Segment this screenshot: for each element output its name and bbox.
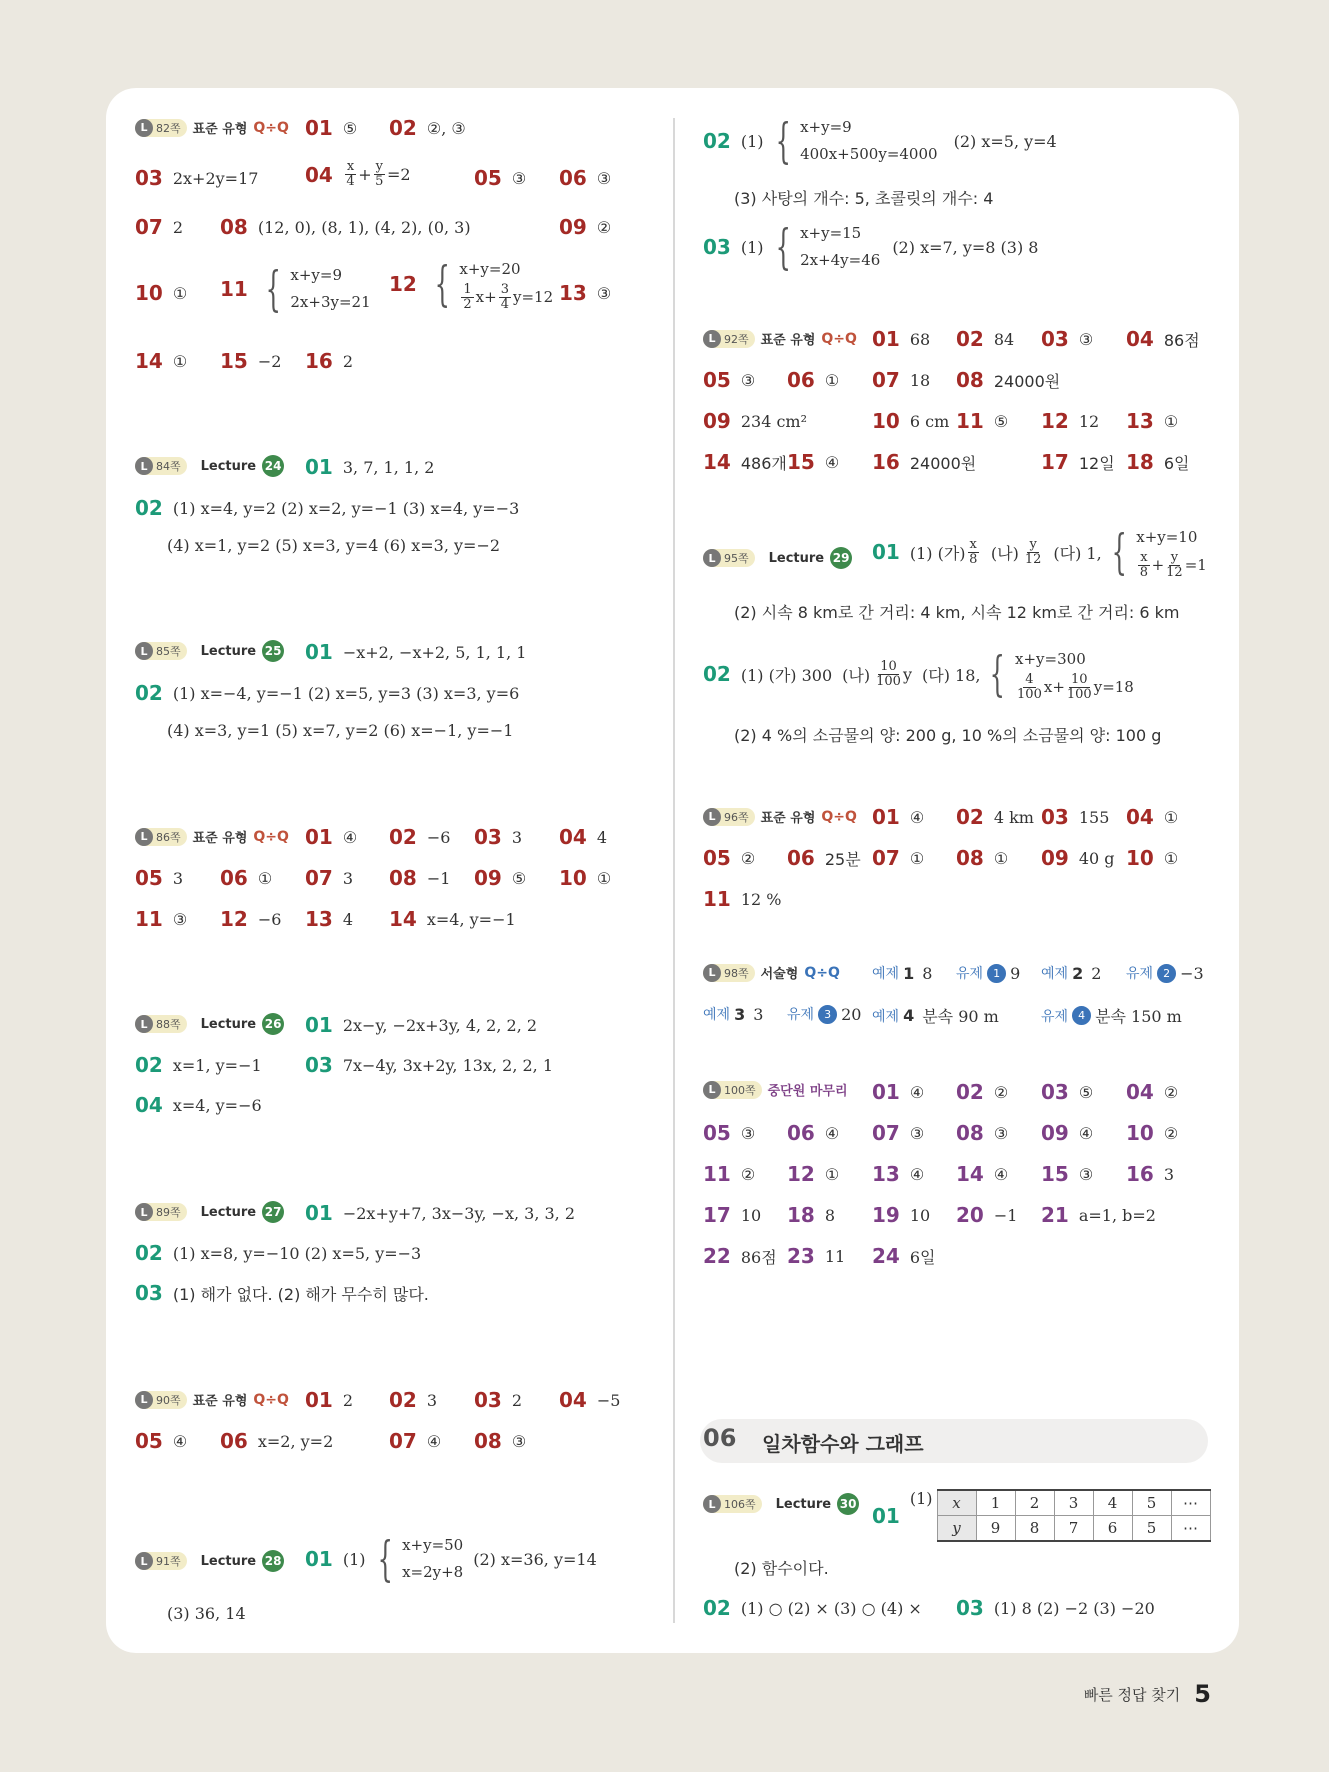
section-tag: L 82쪽 표준 유형 Q÷Q bbox=[135, 118, 289, 137]
section-tag: L 100쪽 중단원 마무리 bbox=[703, 1080, 848, 1099]
answer-continuation: (4) x=1, y=2 (5) x=3, y=4 (6) x=3, y=−2 bbox=[167, 536, 501, 555]
answer-item: 05 ③ bbox=[703, 1121, 756, 1145]
section-tag: L 96쪽 표준 유형 Q÷Q bbox=[703, 807, 857, 826]
answer-continuation: (3) 36, 14 bbox=[167, 1604, 246, 1623]
function-table bbox=[937, 1489, 1211, 1542]
answer-item: 03 2 bbox=[474, 1388, 523, 1412]
answer-item: 02 −6 bbox=[389, 825, 451, 849]
answer-item: 08 −1 bbox=[389, 866, 451, 890]
answer-item: 09 234 cm² bbox=[703, 409, 808, 433]
answer-item: 12 −6 bbox=[220, 907, 282, 931]
table-cell: 5 bbox=[1132, 1516, 1171, 1542]
answer-item: 01 ⑤ bbox=[305, 116, 358, 140]
answer-item: 11 ③ bbox=[135, 907, 188, 931]
table-cell: 8 bbox=[1015, 1516, 1054, 1542]
answer-item: 12 ① bbox=[787, 1162, 840, 1186]
answer-item: 13 ① bbox=[1126, 409, 1179, 433]
answer-item: 06 25분 bbox=[787, 846, 861, 870]
table-cell: 5 bbox=[1132, 1490, 1171, 1516]
answer-item: 01 3, 7, 1, 1, 2 bbox=[305, 455, 435, 479]
answer-item: 19 10 bbox=[872, 1203, 931, 1227]
answer-item: 18 8 bbox=[787, 1203, 836, 1227]
answer-item: 01 (1) (가) $\frac{x}{8}$ (나) $\frac{y}{12}$ (다) 1, { x+y=10 $\frac{x}{8}$ + $\frac{y}{12}$ =1 bbox=[872, 524, 1207, 580]
answer-item: 01 (1) x 1 2 3 4 5 ⋯ y 9 8 7 6 5 ⋯ bbox=[872, 1489, 1211, 1542]
table-cell: 1 bbox=[976, 1490, 1015, 1516]
section-tag: L 84쪽 Lecture 24 bbox=[135, 455, 284, 477]
answer-item: 01 −2x+y+7, 3x−3y, −x, 3, 3, 2 bbox=[305, 1201, 576, 1225]
footer-title: 빠른 정답 찾기 bbox=[1083, 1685, 1181, 1704]
answer-continuation: (2) 4 %의 소금물의 양: 200 g, 10 %의 소금물의 양: 100 g bbox=[734, 726, 1162, 745]
answer-item: 08 ③ bbox=[474, 1429, 527, 1453]
section-tag: L 91쪽 Lecture 28 bbox=[135, 1550, 284, 1572]
answer-item: 08 ① bbox=[956, 846, 1009, 870]
answer-item: 23 11 bbox=[787, 1244, 846, 1268]
answer-item: 05 ④ bbox=[135, 1429, 188, 1453]
answer-item: 06 ③ bbox=[559, 166, 612, 190]
answer-item: 01 −x+2, −x+2, 5, 1, 1, 1 bbox=[305, 640, 527, 664]
section-tag: L 98쪽 서술형 Q÷Q bbox=[703, 963, 840, 982]
page-number: 5 bbox=[1194, 1680, 1211, 1708]
answer-item: 10 ① bbox=[559, 866, 612, 890]
answer-item: 11 ⑤ bbox=[956, 409, 1009, 433]
answer-item: 11 12 % bbox=[703, 887, 782, 911]
answer-item: 04 ① bbox=[1126, 805, 1179, 829]
answer-item: 02 ②, ③ bbox=[389, 116, 466, 140]
table-cell: 4 bbox=[1093, 1490, 1132, 1516]
table-cell: x bbox=[937, 1490, 976, 1516]
answer-item: 02 (1) x=4, y=2 (2) x=2, y=−1 (3) x=4, y=−3 bbox=[135, 496, 520, 520]
answer-item: 09 40 g bbox=[1041, 846, 1115, 870]
answer-item: 13 ③ bbox=[559, 281, 612, 305]
answer-item: 06 ④ bbox=[787, 1121, 840, 1145]
answer-continuation: (3) 사탕의 개수: 5, 초콜릿의 개수: 4 bbox=[734, 189, 994, 208]
example-answer: 예제 1 8 bbox=[872, 963, 933, 983]
answer-item: 10 6 cm bbox=[872, 409, 950, 433]
answer-item: 06 ① bbox=[787, 368, 840, 392]
answer-item: 09 ② bbox=[559, 215, 612, 239]
answer-item: 09 ④ bbox=[1041, 1121, 1094, 1145]
answer-item: 14 486개 bbox=[703, 450, 787, 474]
answer-item: 02 3 bbox=[389, 1388, 438, 1412]
answer-item: 05 ② bbox=[703, 846, 756, 870]
section-tag: L 92쪽 표준 유형 Q÷Q bbox=[703, 329, 857, 348]
answer-item: 04 4 bbox=[559, 825, 608, 849]
answer-item: 07 3 bbox=[305, 866, 354, 890]
answer-item: 03 ⑤ bbox=[1041, 1080, 1094, 1104]
answer-item: 01 ④ bbox=[305, 825, 358, 849]
answer-item: 12 12 bbox=[1041, 409, 1100, 433]
answer-item: 05 ③ bbox=[474, 166, 527, 190]
answer-item: 02 (1) { x+y=9 400x+500y=4000 (2) x=5, y=4 bbox=[703, 113, 1057, 169]
answer-item: 03 155 bbox=[1041, 805, 1110, 829]
answer-item: 07 2 bbox=[135, 215, 184, 239]
answer-item: 02 (1) x=8, y=−10 (2) x=5, y=−3 bbox=[135, 1241, 422, 1265]
answer-item: 01 ④ bbox=[872, 1080, 925, 1104]
answer-item: 03 (1) { x+y=15 2x+4y=46 (2) x=7, y=8 (3) 8 bbox=[703, 219, 1039, 275]
table-cell: ⋯ bbox=[1171, 1516, 1210, 1542]
answer-item: 16 24000원 bbox=[872, 450, 977, 474]
table-cell: y bbox=[937, 1516, 976, 1542]
answer-item: 10 ① bbox=[1126, 846, 1179, 870]
answer-item: 02 (1) ○ (2) × (3) ○ (4) × bbox=[703, 1596, 922, 1620]
answer-item: 15 ④ bbox=[787, 450, 840, 474]
column-divider bbox=[673, 118, 675, 1623]
answer-item: 10 ② bbox=[1126, 1121, 1179, 1145]
answer-item: 02 4 km bbox=[956, 805, 1034, 829]
answer-item: 15 −2 bbox=[220, 349, 282, 373]
example-answer: 예제 4 분속 90 m bbox=[872, 1006, 999, 1026]
answer-item: 01 2 bbox=[305, 1388, 354, 1412]
table-cell: 2 bbox=[1015, 1490, 1054, 1516]
answer-item: 06 ① bbox=[220, 866, 273, 890]
answer-item: 08 (12, 0), (8, 1), (4, 2), (0, 3) bbox=[220, 215, 471, 239]
answer-item: 10 ① bbox=[135, 281, 188, 305]
answer-item: 11 ② bbox=[703, 1162, 756, 1186]
example-answer: 예제 3 3 bbox=[703, 1004, 764, 1024]
table-cell: 9 bbox=[976, 1516, 1015, 1542]
answer-item: 06 x=2, y=2 bbox=[220, 1429, 334, 1453]
answer-item: 04 86점 bbox=[1126, 327, 1200, 351]
answer-item: 01 ④ bbox=[872, 805, 925, 829]
answer-item: 02 84 bbox=[956, 327, 1015, 351]
answer-item: 03 ③ bbox=[1041, 327, 1094, 351]
section-tag: L 86쪽 표준 유형 Q÷Q bbox=[135, 827, 289, 846]
answer-item: 07 ④ bbox=[389, 1429, 442, 1453]
answer-item: 15 ③ bbox=[1041, 1162, 1094, 1186]
table-cell: 7 bbox=[1054, 1516, 1093, 1542]
answer-item: 04 ② bbox=[1126, 1080, 1179, 1104]
example-answer: 예제 2 2 bbox=[1041, 963, 1102, 983]
answer-item: 20 −1 bbox=[956, 1203, 1018, 1227]
answer-continuation: (2) 시속 8 km로 간 거리: 4 km, 시속 12 km로 간 거리: 6 km bbox=[734, 603, 1180, 622]
answer-item: 09 ⑤ bbox=[474, 866, 527, 890]
answer-item: 17 10 bbox=[703, 1203, 762, 1227]
answer-item: 04 $\frac{x}{4}$ + $\frac{y}{5}$ =2 bbox=[305, 159, 411, 189]
answer-item: 17 12일 bbox=[1041, 450, 1115, 474]
answer-item: 07 ③ bbox=[872, 1121, 925, 1145]
exercise-answer: 유제 1 9 bbox=[956, 963, 1021, 983]
answer-item: 05 3 bbox=[135, 866, 184, 890]
answer-item: 05 ③ bbox=[703, 368, 756, 392]
answer-item: 03 2x+2y=17 bbox=[135, 166, 259, 190]
answer-item: 13 4 bbox=[305, 907, 354, 931]
answer-item: 03 (1) 8 (2) −2 (3) −20 bbox=[956, 1596, 1155, 1620]
answer-item: 11 { x+y=9 2x+3y=21 bbox=[220, 261, 371, 317]
answer-item: 08 24000원 bbox=[956, 368, 1061, 392]
answer-item: 16 2 bbox=[305, 349, 354, 373]
answer-item: 07 18 bbox=[872, 368, 931, 392]
exercise-answer: 유제 3 20 bbox=[787, 1004, 862, 1024]
answer-item: 14 ④ bbox=[956, 1162, 1009, 1186]
answer-item: 02 (1) (가) 300 (나) $\frac{10}{100}$ y (다) 18, { x+y=300 $\frac{4}{100}$ x+ $\frac{10}{100}$ y=18 bbox=[703, 646, 1134, 702]
answer-item: 04 −5 bbox=[559, 1388, 621, 1412]
answer-item: 14 x=4, y=−1 bbox=[389, 907, 516, 931]
table-cell: 3 bbox=[1054, 1490, 1093, 1516]
answer-item: 24 6일 bbox=[872, 1244, 936, 1268]
section-tag: L 88쪽 Lecture 26 bbox=[135, 1013, 284, 1035]
answer-item: 02 (1) x=−4, y=−1 (2) x=5, y=3 (3) x=3, y=6 bbox=[135, 681, 520, 705]
exercise-answer: 유제 4 분속 150 m bbox=[1041, 1007, 1182, 1026]
section-tag: L 85쪽 Lecture 25 bbox=[135, 640, 284, 662]
section-tag: L 90쪽 표준 유형 Q÷Q bbox=[135, 1390, 289, 1409]
answer-item: 02 ② bbox=[956, 1080, 1009, 1104]
answer-item: 03 3 bbox=[474, 825, 523, 849]
answer-item: 03 7x−4y, 3x+2y, 13x, 2, 2, 1 bbox=[305, 1053, 554, 1077]
answer-item: 01 2x−y, −2x+3y, 4, 2, 2, 2 bbox=[305, 1013, 538, 1037]
answer-continuation: (2) 함수이다. bbox=[734, 1559, 829, 1578]
page-footer bbox=[1084, 1680, 1211, 1708]
answer-item: 02 x=1, y=−1 bbox=[135, 1053, 262, 1077]
answer-item: 01 (1) { x+y=50 x=2y+8 (2) x=36, y=14 bbox=[305, 1531, 597, 1587]
answer-item: 22 86점 bbox=[703, 1244, 777, 1268]
answer-item: 07 ① bbox=[872, 846, 925, 870]
chapter-title: 일차함수와 그래프 bbox=[762, 1432, 924, 1456]
chapter-number: 06 bbox=[703, 1424, 737, 1452]
answer-item: 21 a=1, b=2 bbox=[1041, 1203, 1156, 1227]
answer-item: 16 3 bbox=[1126, 1162, 1175, 1186]
answer-item: 18 6일 bbox=[1126, 450, 1190, 474]
answer-item: 13 ④ bbox=[872, 1162, 925, 1186]
answer-item: 01 68 bbox=[872, 327, 931, 351]
answer-item: 03 (1) 해가 없다. (2) 해가 무수히 많다. bbox=[135, 1281, 429, 1305]
answer-item: 14 ① bbox=[135, 349, 188, 373]
section-tag: L 95쪽 Lecture 29 bbox=[703, 547, 852, 569]
answer-item: 08 ③ bbox=[956, 1121, 1009, 1145]
table-cell: 6 bbox=[1093, 1516, 1132, 1542]
exercise-answer: 유제 2 −3 bbox=[1126, 963, 1204, 983]
table-cell: ⋯ bbox=[1171, 1490, 1210, 1516]
answer-item: 12 { x+y=20 $\frac{1}{2}$ x+ $\frac{3}{4}$ y=12 bbox=[389, 256, 554, 312]
section-tag: L 106쪽 Lecture 30 bbox=[703, 1493, 859, 1515]
section-tag: L 89쪽 Lecture 27 bbox=[135, 1201, 284, 1223]
answer-item: 04 x=4, y=−6 bbox=[135, 1093, 262, 1117]
answer-continuation: (4) x=3, y=1 (5) x=7, y=2 (6) x=−1, y=−1 bbox=[167, 721, 514, 740]
